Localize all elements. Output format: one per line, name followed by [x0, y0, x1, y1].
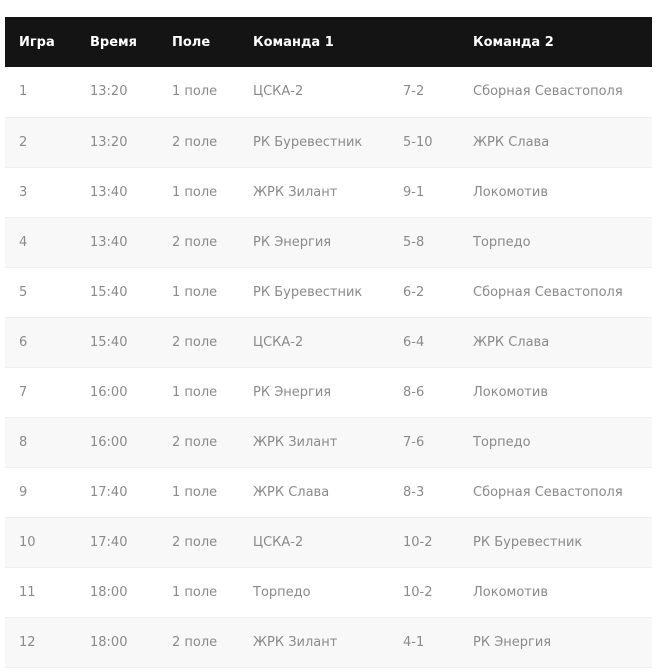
- cell-game: 11: [5, 567, 76, 617]
- cell-team-2: Сборная Севастополя: [459, 67, 652, 117]
- header-row: [5, 17, 652, 67]
- table-row: [5, 567, 652, 617]
- cell-field: 2 поле: [158, 417, 239, 467]
- cell-score: 6-2: [389, 267, 459, 317]
- table-row: [5, 517, 652, 567]
- cell-team-1: РК Энергия: [239, 217, 389, 267]
- cell-team-2: ЖРК Слава: [459, 117, 652, 167]
- cell-team-2: Торпедо: [459, 417, 652, 467]
- cell-score: 6-4: [389, 317, 459, 367]
- cell-team-1: ЖРК Слава: [239, 467, 389, 517]
- header-team-2: Команда 2: [473, 34, 554, 50]
- cell-score: 10-2: [389, 567, 459, 617]
- cell-team-2: РК Буревестник: [459, 517, 652, 567]
- cell-game: 9: [5, 467, 76, 517]
- cell-team-2: Локомотив: [459, 367, 652, 417]
- cell-team-1: ЖРК Зилант: [239, 417, 389, 467]
- cell-game: 5: [5, 267, 76, 317]
- cell-field: 2 поле: [158, 117, 239, 167]
- cell-team-2: РК Энергия: [459, 617, 652, 667]
- cell-team-1: ЦСКА-2: [239, 317, 389, 367]
- cell-time: 15:40: [76, 317, 158, 367]
- header-game: Игра: [19, 34, 55, 50]
- cell-team-1: РК Энергия: [239, 367, 389, 417]
- cell-field: 2 поле: [158, 217, 239, 267]
- table-header: [5, 17, 652, 67]
- cell-time: 13:40: [76, 167, 158, 217]
- cell-team-1: РК Буревестник: [239, 267, 389, 317]
- cell-field: 1 поле: [158, 367, 239, 417]
- cell-score: 7-2: [389, 67, 459, 117]
- cell-game: 8: [5, 417, 76, 467]
- cell-team-2: Локомотив: [459, 167, 652, 217]
- cell-game: 4: [5, 217, 76, 267]
- table-row: [5, 67, 652, 117]
- cell-time: 16:00: [76, 417, 158, 467]
- cell-field: 1 поле: [158, 67, 239, 117]
- table-row: [5, 217, 652, 267]
- cell-time: 13:40: [76, 217, 158, 267]
- cell-game: 6: [5, 317, 76, 367]
- cell-field: 2 поле: [158, 317, 239, 367]
- cell-score: 5-8: [389, 217, 459, 267]
- cell-team-1: ЦСКА-2: [239, 517, 389, 567]
- cell-game: 10: [5, 517, 76, 567]
- table-row: [5, 117, 652, 167]
- table-row: [5, 167, 652, 217]
- cell-score: 5-10: [389, 117, 459, 167]
- cell-team-2: ЖРК Слава: [459, 317, 652, 367]
- table-body: [5, 67, 652, 667]
- cell-field: 1 поле: [158, 567, 239, 617]
- cell-time: 17:40: [76, 467, 158, 517]
- cell-team-1: ЦСКА-2: [239, 67, 389, 117]
- cell-time: 18:00: [76, 567, 158, 617]
- header-team-1: Команда 1: [253, 34, 334, 50]
- schedule-table: [5, 17, 652, 668]
- header-score: [389, 17, 459, 67]
- cell-team-2: Сборная Севастополя: [459, 267, 652, 317]
- cell-time: 16:00: [76, 367, 158, 417]
- table-row: [5, 367, 652, 417]
- table-row: [5, 617, 652, 667]
- cell-game: 1: [5, 67, 76, 117]
- cell-score: 8-3: [389, 467, 459, 517]
- cell-game: 12: [5, 617, 76, 667]
- cell-score: 7-6: [389, 417, 459, 467]
- cell-field: 1 поле: [158, 267, 239, 317]
- cell-team-2: Локомотив: [459, 567, 652, 617]
- cell-score: 8-6: [389, 367, 459, 417]
- cell-team-2: Торпедо: [459, 217, 652, 267]
- cell-time: 13:20: [76, 117, 158, 167]
- cell-time: 17:40: [76, 517, 158, 567]
- cell-time: 15:40: [76, 267, 158, 317]
- header-time: Время: [90, 34, 138, 50]
- cell-team-1: ЖРК Зилант: [239, 167, 389, 217]
- table-row: [5, 317, 652, 367]
- table-row: [5, 417, 652, 467]
- cell-team-1: РК Буревестник: [239, 117, 389, 167]
- cell-score: 10-2: [389, 517, 459, 567]
- cell-field: 1 поле: [158, 167, 239, 217]
- cell-time: 13:20: [76, 67, 158, 117]
- schedule-table-container: [5, 17, 652, 668]
- header-field: Поле: [172, 34, 211, 50]
- cell-team-1: ЖРК Зилант: [239, 617, 389, 667]
- cell-field: 1 поле: [158, 467, 239, 517]
- cell-score: 4-1: [389, 617, 459, 667]
- cell-game: 2: [5, 117, 76, 167]
- cell-time: 18:00: [76, 617, 158, 667]
- cell-score: 9-1: [389, 167, 459, 217]
- cell-field: 2 поле: [158, 617, 239, 667]
- cell-team-1: Торпедо: [239, 567, 389, 617]
- cell-field: 2 поле: [158, 517, 239, 567]
- cell-game: 3: [5, 167, 76, 217]
- table-row: [5, 267, 652, 317]
- cell-game: 7: [5, 367, 76, 417]
- table-row: [5, 467, 652, 517]
- cell-team-2: Сборная Севастополя: [459, 467, 652, 517]
